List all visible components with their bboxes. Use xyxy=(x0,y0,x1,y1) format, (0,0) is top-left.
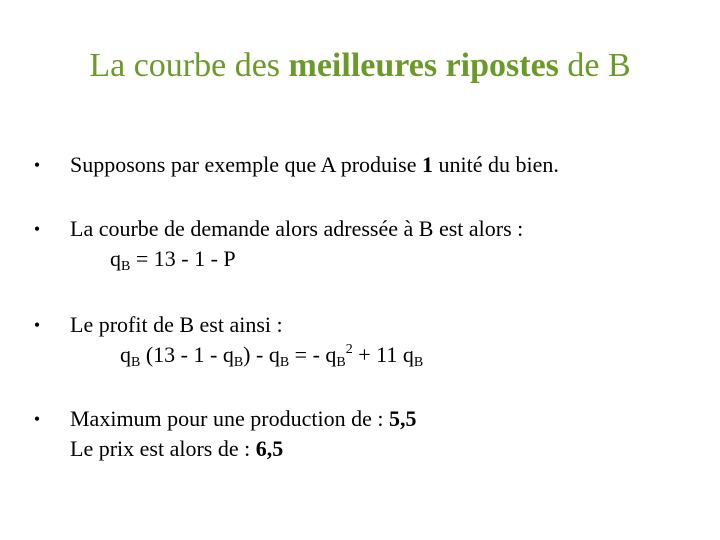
bullet-dot: • xyxy=(33,409,41,429)
title-bold: meilleures ripostes xyxy=(288,47,559,84)
bullet-1-text: Supposons par exemple que A produise 1 unité du bien. xyxy=(70,152,559,177)
bullet-1 xyxy=(28,150,559,180)
production-value: 5,5 xyxy=(388,406,417,431)
bullet-3 xyxy=(28,310,423,370)
slide-title xyxy=(0,46,720,86)
bullet-3-text: Le profit de B est ainsi : xyxy=(70,312,283,337)
bullet-4 xyxy=(28,404,416,464)
bullet-4-line-2: Le prix est alors de : 6,5 xyxy=(70,436,284,461)
title-part-2: de B xyxy=(558,47,631,84)
profit-equation: $q_B$ $(13 - 1 - q_B) - q_B$ = - $q_B^2 + 11$ $q_B$ xyxy=(120,342,424,370)
bullet-4-line-1: Maximum pour une production de : 5,5 xyxy=(70,406,417,431)
price-value: 6,5 xyxy=(255,436,284,461)
bullet-dot: • xyxy=(33,155,41,175)
demand-equation: $q_B = 13 - 1 - P$ xyxy=(110,246,236,274)
bullet-dot: • xyxy=(33,219,41,239)
bullet-2 xyxy=(28,214,523,274)
bullet-2-text: La courbe de demande alors adressée à B est alors : xyxy=(70,216,524,241)
bullet-dot: • xyxy=(33,315,41,335)
title-part-1: La courbe des xyxy=(89,47,289,84)
